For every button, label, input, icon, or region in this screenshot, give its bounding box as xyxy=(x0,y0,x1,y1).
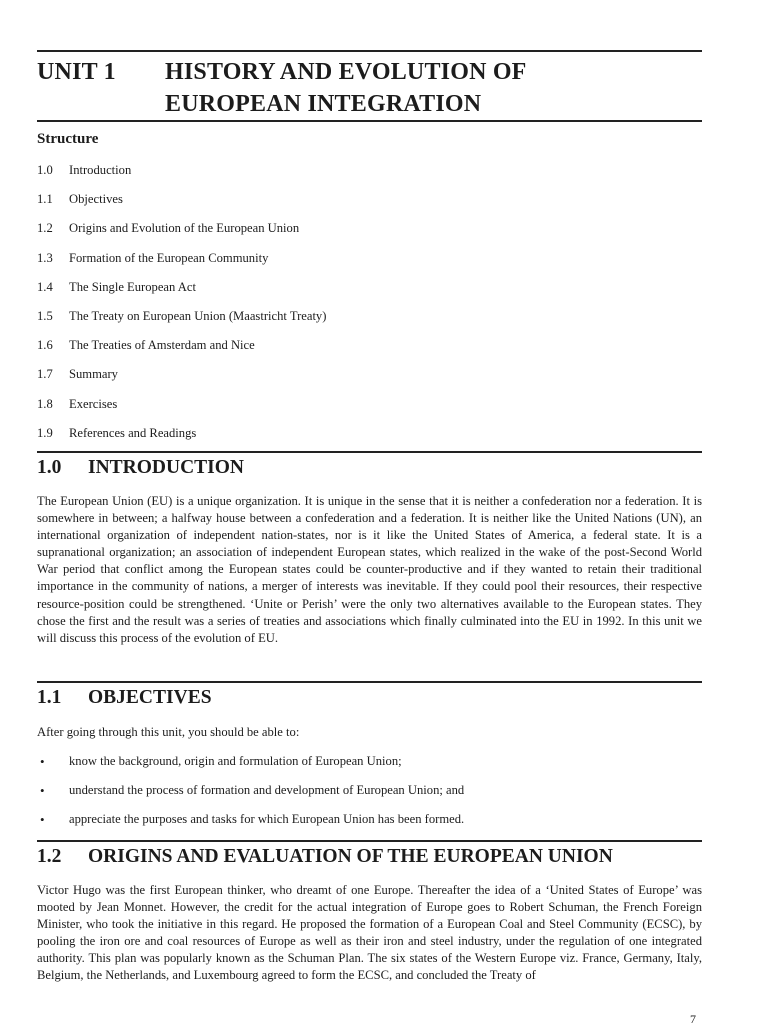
section-rule-objectives xyxy=(37,681,702,683)
document-page: UNIT 1 HISTORY AND EVOLUTION OF EUROPEAN INTEGRATION Structure 1.0 Introduction 1.1 Objectives 1.2 Origins and Evolution of the European Union 1.3 Formation of the European Community 1.4 The Single European Act 1.5 The Treaty on European Union (Maastricht Treaty) 1.6 The Treaties of Amsterdam and Nice 1.7 Summary 1.8 Exercises 1.9 References and Readings 1.0 INTRODUCTION The European Union (EU) is a unique organization. It is unique in the sense that it is neither a confederation nor a federation. It is somewhere in between; a halfway house between a confederation and a federation. It is neither like the United Nations (UN), an international organization of independent nation-states, nor is it like the United States of America, a federal state. It is a supranational organization; an association of independent European states, which realized in the wake of the post-Second World War period that conflict among the European states could be counter-productive and if they wanted to retain their traditional importance in the community of nations, a merger of interests was inevitable. If they could pool their resources, their respective resource-position could be strengthened. ‘Unite or Perish’ were the only two alternatives available to the European states. They chose the first and the result was a series of treaties and associations which finally culminated into the EU in 1992. In this unit we will discuss this process of the evolution of EU. 1.1 OBJECTIVES After going through this unit, you should be able to: • know the background, origin and formulation of European Union; • understand the process of formation and development of European Union; and • appreciate the purposes and tasks for which European Union has been formed. 1.2 ORIGINS AND EVALUATION OF THE EUROPEAN UNION Victor Hugo was the first European thinker, who dreamt of one Europe. Thereafter the idea of a ‘United States of Europe’ was mooted by Jean Monnet. However, the credit for the actual integration of Europe goes to Robert Schuman, the French Foreign Minister, who took the initiative in this regard. He proposed the formation of a European Coal and Steel Community (ECSC), by pooling the iron ore and coal resources of Europe as well as their iron and steel industry, under the regulation of one integrated authority. This plan was popularly known as the Schuman Plan. The six states of the Western Europe viz. France, Germany, Italy, Belgium, the Netherlands, and Luxembourg agreed to form the ECSC, and concluded the Treaty of 7 xyxy=(0,0,768,1024)
objectives-lead: After going through this unit, you should be able to: xyxy=(37,725,300,739)
section-title: OBJECTIVES xyxy=(88,687,212,708)
page-number: 7 xyxy=(690,1012,696,1026)
unit-title-line-2: EUROPEAN INTEGRATION xyxy=(165,91,482,117)
unit-title-line-1: HISTORY AND EVOLUTION OF xyxy=(165,59,527,85)
section-heading-objectives xyxy=(37,687,212,709)
section-number: 1.0 xyxy=(37,457,62,478)
section-number: 1.2 xyxy=(37,846,62,867)
section-number: 1.1 xyxy=(37,687,62,708)
section-rule-origins xyxy=(37,840,702,842)
title-bottom-rule xyxy=(37,120,702,122)
structure-heading: Structure xyxy=(37,131,99,147)
origins-paragraph: Victor Hugo was the first European thinker, who dreamt of one Europe. Thereafter the idea of a ‘United States of Europe’ was mooted by Jean Monnet. However, the credit for the actual integration of Europe goes to Robert Schuman, the French Foreign Minister, who took the initiative in this regard. He proposed the formation of a European Coal and Steel Community (ECSC), by pooling the iron ore and coal resources of Europe as well as their iron and steel industry, under the regulation of one integrated authority. This plan was popularly known as the Schuman Plan. The six states of the Western Europe viz. France, Germany, Italy, Belgium, the Netherlands, and Luxembourg agreed to form the ECSC, and concluded the Treaty of xyxy=(37,883,702,983)
unit-number: UNIT 1 xyxy=(37,59,116,85)
top-rule xyxy=(37,50,702,52)
section-title: ORIGINS AND EVALUATION OF THE EUROPEAN UNION xyxy=(88,846,613,867)
section-rule-introduction xyxy=(37,451,702,453)
section-title: INTRODUCTION xyxy=(88,457,245,478)
section-heading-introduction xyxy=(37,457,244,479)
bullet-icon: • xyxy=(40,812,45,827)
bullet-icon: • xyxy=(40,754,45,769)
introduction-paragraph: The European Union (EU) is a unique organization. It is unique in the sense that it is neither a confederation nor a federation. It is somewhere in between; a halfway house between a confederation and a federation. It is neither like the United Nations (UN), an international organization of independent nation-states, nor is it like the United States of America, a federal state. It is a supranational organization; an association of independent European states, which realized in the wake of the post-Second World War period that conflict among the European states could be counter-productive and if they wanted to retain their traditional importance in the community of nations, a merger of interests was inevitable. If they could pool their resources, their respective resource-position could be strengthened. ‘Unite or Perish’ were the only two alternatives available to the European states. They chose the first and the result was a series of treaties and associations which finally culminated into the EU in 1992. In this unit we will discuss this process of the evolution of EU. xyxy=(37,494,702,645)
bullet-icon: • xyxy=(40,783,45,798)
section-heading-origins xyxy=(37,846,613,868)
